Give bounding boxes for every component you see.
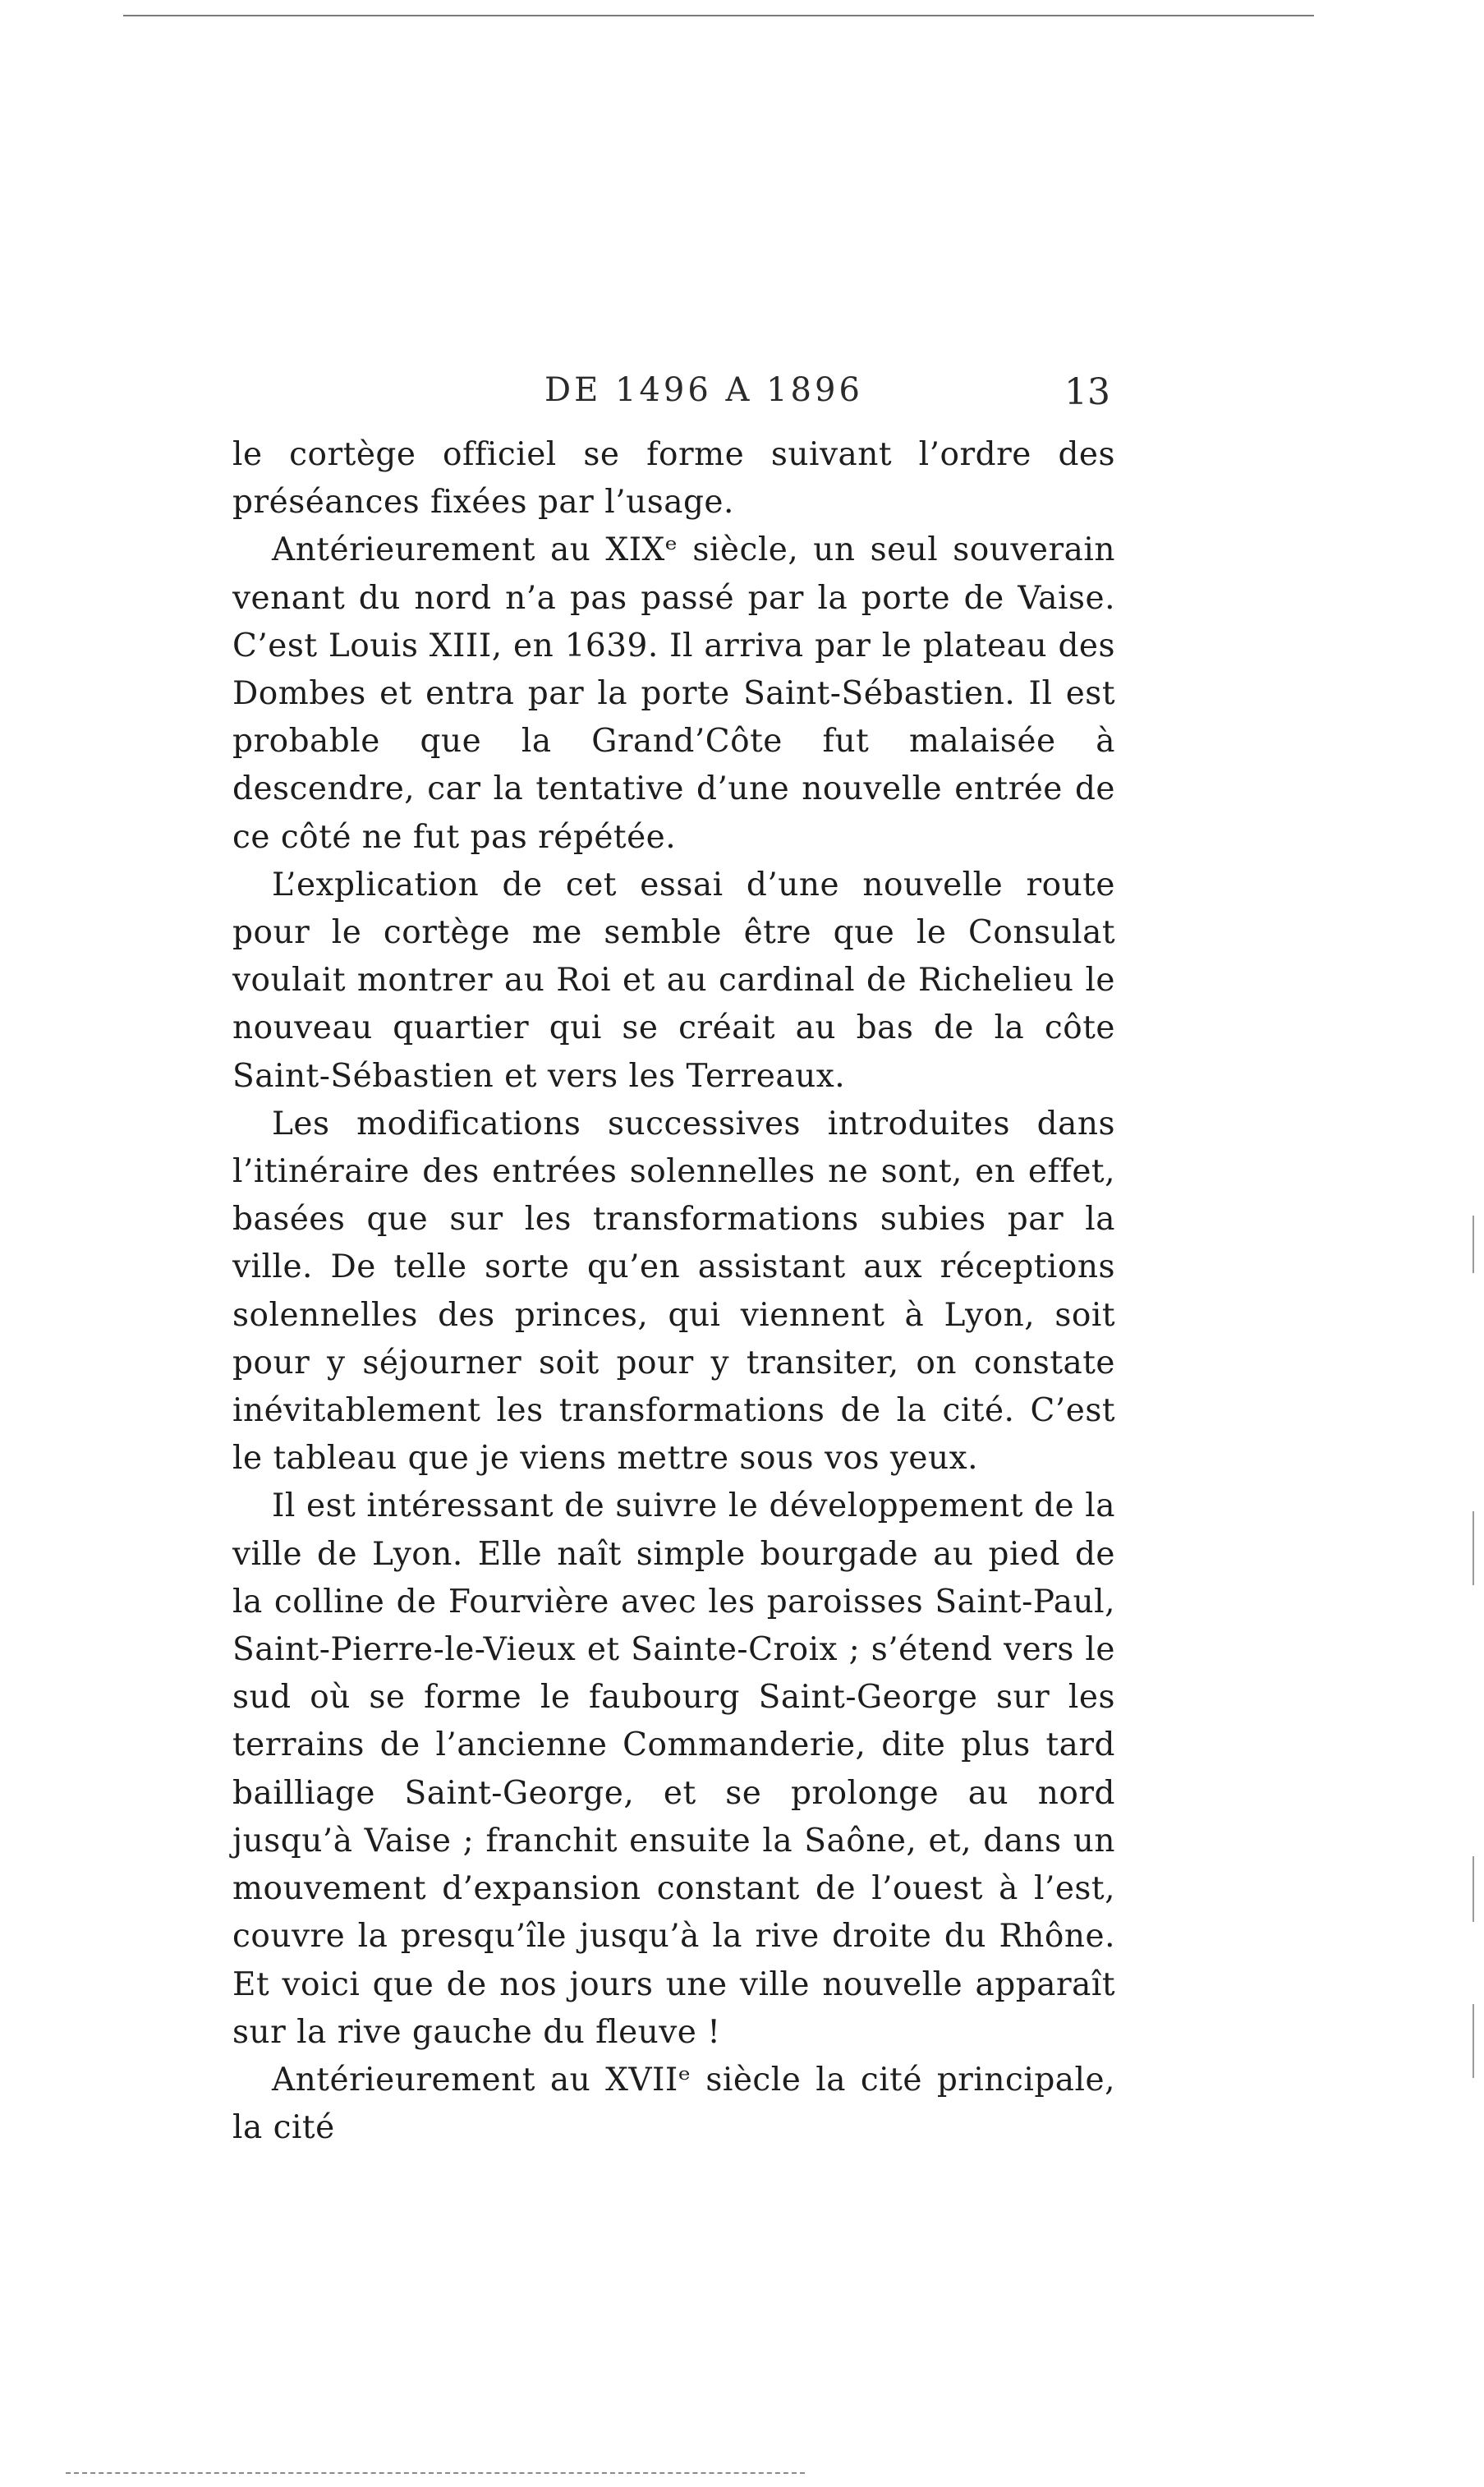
scan-edge-mark xyxy=(1473,1511,1474,1585)
paragraph: Il est intéressant de suivre le développement de la ville de Lyon. Elle naît simple bourgade au pied de la colline de Fourvière avec les paroisses Saint-Paul, Saint-Pierre-le-Vieux et Sainte-Croix ; s’étend vers le sud où se forme le faubourg Saint-George sur les terrains de l’ancienne Commanderie, dite plus tard bailliage Saint-George, et se prolonge au nord jusqu’à Vaise ; franchit ensuite la Saône, et, dans un mouvement d’expansion constant de l’ouest à l’est, couvre la presqu’île jusqu’à la rive droite du Rhône. Et voici que de nos jours une ville nouvelle apparaît sur la rive gauche du fleuve ! xyxy=(232,1487,1115,2051)
scan-edge-mark xyxy=(1473,2004,1474,2078)
scan-edge-mark xyxy=(1473,1216,1474,1273)
body-text xyxy=(232,431,1115,2152)
page-number: 13 xyxy=(1064,371,1110,413)
scan-edge-bottom xyxy=(66,2472,805,2474)
paragraph: Antérieurement au XVIIᵉ siècle la cité principale, la cité xyxy=(232,2061,1115,2147)
paragraph: Antérieurement au XIXᵉ siècle, un seul souverain venant du nord n’a pas passé par la porte de Vaise. C’est Louis XIII, en 1639. Il arriva par le plateau des Dombes et entra par la porte Saint-Sébastien. Il est probable que la Grand’Côte fut malaisée à descendre, car la tentative d’une nouvelle entrée de ce côté ne fut pas répétée. xyxy=(232,531,1115,856)
paragraph: le cortège officiel se forme suivant l’ordre des préséances fixées par l’usage. xyxy=(232,436,1115,522)
paragraph: Les modifications successives introduites dans l’itinéraire des entrées solennelles ne sont, en effet, basées que sur les transformations subies par la ville. De telle sorte qu’en assistant aux réceptions solennelles des princes, qui viennent à Lyon, soit pour y séjourner soit pour y transiter, on constate inévitablement les transformations de la cité. C’est le tableau que je viens mettre sous vos yeux. xyxy=(232,1105,1115,1478)
scan-edge-top xyxy=(123,15,1314,16)
paragraph: L’explication de cet essai d’une nouvelle route pour le cortège me semble être que le Consulat voulait montrer au Roi et au cardinal de Richelieu le nouveau quartier qui se créait au bas de la côte Saint-Sébastien et vers les Terreaux. xyxy=(232,866,1115,1095)
running-head xyxy=(232,368,1115,417)
running-title: DE 1496 A 1896 xyxy=(544,371,863,409)
scan-edge-mark xyxy=(1473,1856,1474,1922)
